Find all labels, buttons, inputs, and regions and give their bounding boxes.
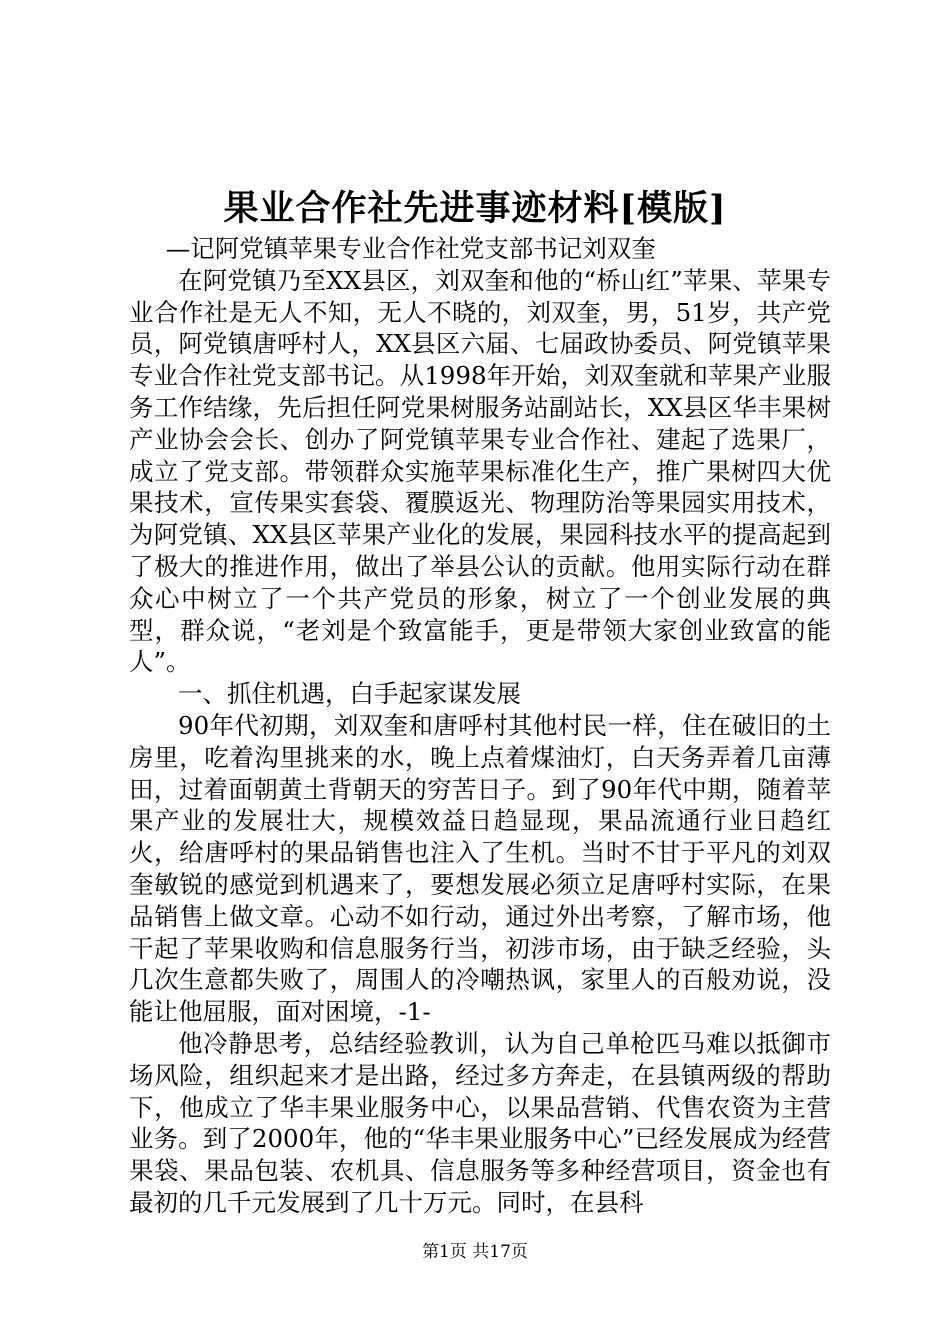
- document-title: 果业合作社先进事迹材料[模版]: [223, 188, 727, 229]
- paragraph-section-1: 90年代初期，刘双奎和唐呼村其他村民一样，住在破旧的土房里，吃着沟里挑来的水，晚上点着煤油灯，白天务弄着几亩薄田，过着面朝黄土背朝天的穷苦日子。到了90年代中期，随着苹果产业的发展壮大，规模效益日趋显现，果品流通行业日趋红火，给唐呼村的果品销售也注入了生机。当时不甘于平凡的刘双奎敏锐的感觉到机遇来了，要想发展必须立足唐呼村实际，在果品销售上做文章。心动不如行动，通过外出考察，了解市场，他干起了苹果收购和信息服务行当，初涉市场，由于缺乏经验，头几次生意都失败了，周围人的冷嘲热讽，家里人的百般劝说，没能让他屈服，面对困境，-1-: [129, 710, 831, 1027]
- paragraph-intro: 在阿党镇乃至XX县区，刘双奎和他的“桥山红”苹果、苹果专业合作社是无人不知，无人不晓的，刘双奎，男，51岁，共产党员，阿党镇唐呼村人，XX县区六届、七届政协委员、阿党镇苹果专业合作社党支部书记。从1998年开始，刘双奎就和苹果产业服务工作结缘，先后担任阿党果树服务站副站长，XX县区华丰果树产业协会会长、创办了阿党镇苹果专业合作社、建起了选果厂，成立了党支部。带领群众实施苹果标准化生产，推广果树四大优果技术，宣传果实套袋、覆膜返光、物理防治等果园实用技术，为阿党镇、XX县区苹果产业化的发展，果园科技水平的提高起到了极大的推进作用，做出了举县公认的贡献。他用实际行动在群众心中树立了一个共产党员的形象，树立了一个创业发展的典型，群众说，“老刘是个致富能手，更是带领大家创业致富的能人”。: [129, 265, 831, 677]
- page-footer: 第1页 共17页: [422, 1242, 528, 1262]
- paragraph-continued: 他冷静思考，总结经验教训，认为自己单枪匹马难以抵御市场风险，组织起来才是出路，经过多方奔走，在县镇两级的帮助下，他成立了华丰果业服务中心，以果品营销、代售农资为主营业务。到了2000年，他的“华丰果业服务中心”已经发展成为经营果袋、果品包装、农机具、信息服务等多种经营项目，资金也有最初的几千元发展到了几十万元。同时，在县科: [129, 1028, 831, 1217]
- document-body: [129, 233, 831, 1219]
- section-heading-1: 一、抓住机遇，白手起家谋发展: [178, 679, 521, 709]
- document-subtitle: —记阿党镇苹果专业合作社党支部书记刘双奎: [165, 234, 656, 263]
